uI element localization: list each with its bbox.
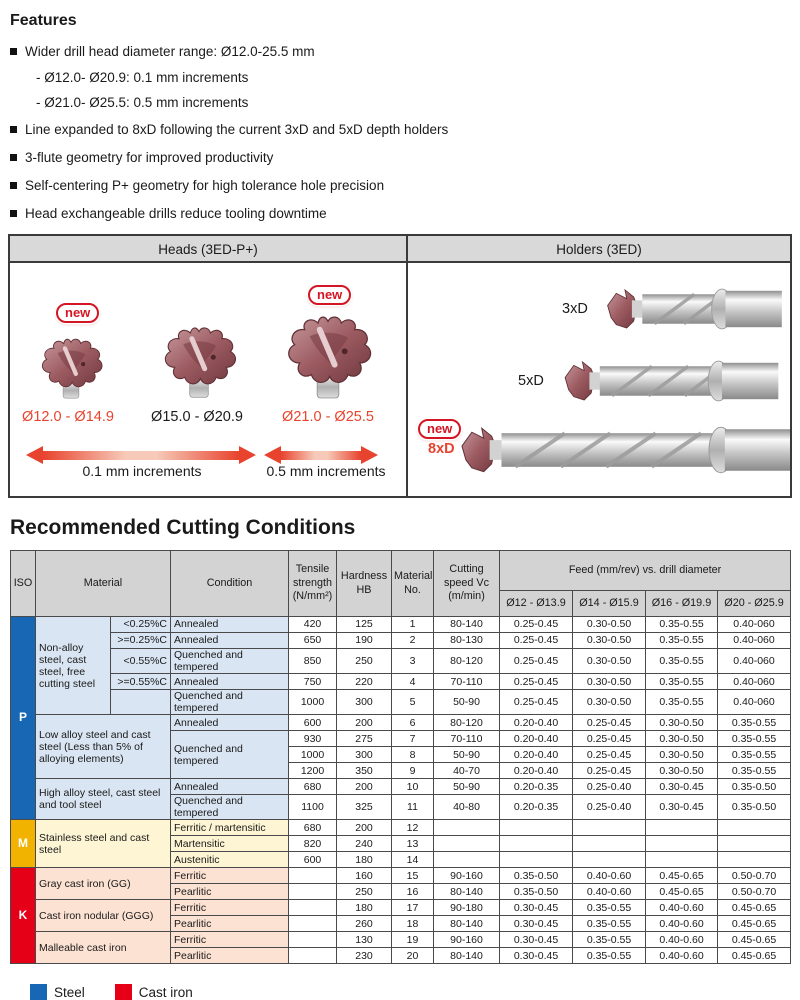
cell-num: 80-130 — [434, 633, 500, 649]
cell-num: 0.40-0.60 — [646, 900, 718, 916]
cell-num: 0.30-0.45 — [500, 948, 573, 964]
cell-num: 650 — [289, 633, 337, 649]
cell-num — [646, 820, 718, 836]
cell-num — [289, 868, 337, 884]
new-badge: new — [56, 303, 99, 323]
table-row — [11, 932, 791, 948]
cell-num: 0.50-0.70 — [718, 868, 791, 884]
cell-num: 0.30-0.45 — [500, 900, 573, 916]
cell-num: 1100 — [289, 795, 337, 820]
cell-num: 4 — [392, 674, 434, 690]
cell-num: 9 — [392, 763, 434, 779]
col-header-material: Material — [36, 551, 171, 617]
cell-mat: Low alloy steel and cast steel (Less than 5% of alloying elements) — [36, 715, 171, 779]
cell-num: 0.40-0.60 — [646, 932, 718, 948]
cell-num: 0.25-0.45 — [500, 649, 573, 674]
legend-label: Cast iron — [138, 985, 193, 1000]
cell-num: 820 — [289, 836, 337, 852]
increment-label: 0.5 mm increments — [266, 463, 386, 479]
cell-mat: Gray cast iron (GG) — [36, 868, 171, 900]
cell-cond: Pearlitic — [171, 916, 289, 932]
cell-iso: P — [11, 617, 36, 820]
cell-cond: Annealed — [171, 633, 289, 649]
cell-num: 0.25-0.45 — [500, 674, 573, 690]
cell-num: 0.25-0.40 — [573, 779, 646, 795]
cell-num — [500, 852, 573, 868]
cell-cond: Pearlitic — [171, 884, 289, 900]
cutting-table — [10, 550, 791, 964]
diameter-range-label: Ø21.0 - Ø25.5 — [282, 409, 374, 425]
table-row — [11, 690, 791, 715]
cell-num: 80-140 — [434, 617, 500, 633]
cell-num: 90-160 — [434, 932, 500, 948]
cell-num: 200 — [337, 820, 392, 836]
cell-mat: Stainless steel and cast steel — [36, 820, 171, 868]
holders-panel — [408, 236, 790, 496]
increment-range-arrow — [281, 451, 361, 460]
diameter-range-label: Ø15.0 - Ø20.9 — [151, 409, 243, 425]
cell-num: 0.35-0.55 — [718, 763, 791, 779]
cell-num — [500, 836, 573, 852]
cell-num: 0.35-0.55 — [573, 900, 646, 916]
cell-num: 80-120 — [434, 715, 500, 731]
col-header-condition: Condition — [171, 551, 289, 617]
cell-num: 0.35-0.55 — [646, 674, 718, 690]
cell-cond: Ferritic — [171, 868, 289, 884]
feature-item — [10, 122, 790, 138]
cell-cond: Quenched and tempered — [171, 690, 289, 715]
drill-head-small-image — [34, 335, 108, 403]
cell-num — [434, 836, 500, 852]
cell-num: 0.35-0.55 — [573, 932, 646, 948]
cell-num: 0.30-0.45 — [646, 779, 718, 795]
cell-num: 0.40-0.60 — [646, 916, 718, 932]
cell-num: 0.25-0.45 — [573, 763, 646, 779]
cell-num: 0.40-060 — [718, 633, 791, 649]
cell-num: 0.30-0.50 — [573, 617, 646, 633]
cell-num — [289, 900, 337, 916]
increment-label: 0.1 mm increments — [82, 463, 202, 479]
cell-num: 0.40-060 — [718, 649, 791, 674]
cell-num: 50-90 — [434, 690, 500, 715]
cell-num: 125 — [337, 617, 392, 633]
feature-text: 3-flute geometry for improved productivity — [25, 150, 274, 165]
col-header-cutting-speed: Cutting speed Vc (m/min) — [434, 551, 500, 617]
cell-num: 90-160 — [434, 868, 500, 884]
cell-num: 0.45-0.65 — [718, 948, 791, 964]
cell-num — [718, 836, 791, 852]
cast-iron-color-swatch — [115, 984, 132, 1000]
bullet-square-icon — [10, 48, 17, 55]
cell-num: 80-140 — [434, 916, 500, 932]
cell-cond: Annealed — [171, 715, 289, 731]
cell-num: 325 — [337, 795, 392, 820]
cell-num: 0.30-0.50 — [646, 763, 718, 779]
cell-num — [289, 932, 337, 948]
cell-num: 0.20-0.35 — [500, 779, 573, 795]
table-row — [11, 715, 791, 731]
feature-text: Self-centering P+ geometry for high tolerance hole precision — [25, 178, 385, 193]
cell-cond: Ferritic / martensitic — [171, 820, 289, 836]
cell-num: 2 — [392, 633, 434, 649]
steel-color-swatch — [30, 984, 47, 1000]
cell-num: 680 — [289, 820, 337, 836]
cell-num: 420 — [289, 617, 337, 633]
cell-num: 220 — [337, 674, 392, 690]
cell-num: 80-140 — [434, 884, 500, 900]
cell-num: 1200 — [289, 763, 337, 779]
cell-num: 17 — [392, 900, 434, 916]
col-header-hardness: Hardness HB — [337, 551, 392, 617]
cutting-conditions-title: Recommended Cutting Conditions — [10, 516, 356, 539]
cell-num: 50-90 — [434, 747, 500, 763]
cell-num: 190 — [337, 633, 392, 649]
cell-num: 0.30-0.50 — [646, 731, 718, 747]
cell-num: 18 — [392, 916, 434, 932]
cell-num: 200 — [337, 715, 392, 731]
feature-item — [10, 206, 790, 222]
cell-cond: Austenitic — [171, 852, 289, 868]
col-header-feed: Feed (mm/rev) vs. drill diameter — [500, 551, 791, 591]
cell-num: 0.35-0.55 — [646, 633, 718, 649]
cell-num: 0.20-0.40 — [500, 715, 573, 731]
cell-num: 230 — [337, 948, 392, 964]
table-row — [11, 868, 791, 884]
cell-cond: Annealed — [171, 674, 289, 690]
cell-num: 80-140 — [434, 948, 500, 964]
feature-item — [10, 150, 790, 166]
cell-num: 40-80 — [434, 795, 500, 820]
cell-num: 0.40-0.60 — [573, 884, 646, 900]
cell-num: 200 — [337, 779, 392, 795]
cell-cond: Pearlitic — [171, 948, 289, 964]
cell-num: 180 — [337, 900, 392, 916]
cell-num: 1000 — [289, 747, 337, 763]
cell-num: 0.40-060 — [718, 690, 791, 715]
features-section — [0, 0, 800, 222]
cell-num — [434, 820, 500, 836]
cell-num: 7 — [392, 731, 434, 747]
cell-sub: <0.25%C — [111, 617, 171, 633]
cell-num: 250 — [337, 649, 392, 674]
holders-panel-content — [408, 263, 790, 494]
holder-8xd-image — [458, 419, 790, 481]
features-list — [10, 44, 790, 222]
cell-num: 0.20-0.40 — [500, 731, 573, 747]
cell-num: 180 — [337, 852, 392, 868]
cell-mat: Malleable cast iron — [36, 932, 171, 964]
cell-num — [434, 852, 500, 868]
cell-num: 600 — [289, 715, 337, 731]
bullet-square-icon — [10, 182, 17, 189]
cell-num: 0.25-0.45 — [573, 715, 646, 731]
cell-num: 0.30-0.45 — [500, 932, 573, 948]
bullet-square-icon — [10, 210, 17, 217]
col-header-material-no: Material No. — [392, 551, 434, 617]
cell-sub — [111, 690, 171, 715]
table-row — [11, 617, 791, 633]
cell-num — [718, 820, 791, 836]
cell-num: 275 — [337, 731, 392, 747]
cell-num: 0.40-060 — [718, 617, 791, 633]
cell-num: 930 — [289, 731, 337, 747]
heads-panel-title: Heads (3ED-P+) — [10, 236, 406, 263]
material-legend — [30, 984, 800, 1000]
feature-subitem: - Ø21.0- Ø25.5: 0.5 mm increments — [36, 95, 249, 110]
bullet-square-icon — [10, 154, 17, 161]
cell-num: 680 — [289, 779, 337, 795]
feed-col-header: Ø20 - Ø25.9 — [718, 591, 791, 617]
cell-num: 0.35-0.55 — [718, 715, 791, 731]
cell-cond: Ferritic — [171, 900, 289, 916]
cell-num: 3 — [392, 649, 434, 674]
holder-5xd-image — [546, 355, 790, 407]
cell-num — [289, 916, 337, 932]
cell-num: 0.35-0.55 — [573, 916, 646, 932]
col-header-tensile: Tensile strength (N/mm²) — [289, 551, 337, 617]
cell-num: 0.25-0.45 — [573, 731, 646, 747]
diameter-range-label: Ø12.0 - Ø14.9 — [22, 409, 114, 425]
cell-num: 300 — [337, 747, 392, 763]
holder-depth-label: 5xD — [518, 373, 544, 389]
feature-item — [10, 178, 790, 194]
cell-sub: >=0.55%C — [111, 674, 171, 690]
cell-num: 0.20-0.35 — [500, 795, 573, 820]
increment-range-arrow — [43, 451, 239, 460]
drill-head-medium-image — [156, 323, 242, 403]
cell-iso: K — [11, 868, 36, 964]
cell-num: 0.35-0.50 — [718, 795, 791, 820]
cell-num: 10 — [392, 779, 434, 795]
cell-num: 1 — [392, 617, 434, 633]
cell-num: 0.30-0.45 — [646, 795, 718, 820]
cell-num: 0.40-0.60 — [646, 948, 718, 964]
cell-num: 16 — [392, 884, 434, 900]
cell-num: 850 — [289, 649, 337, 674]
feature-text: Wider drill head diameter range: Ø12.0-25.5 mm — [25, 44, 315, 59]
cell-num: 1000 — [289, 690, 337, 715]
bullet-square-icon — [10, 126, 17, 133]
cell-num: 0.40-060 — [718, 674, 791, 690]
cell-num: 13 — [392, 836, 434, 852]
cell-num — [718, 852, 791, 868]
cell-num: 240 — [337, 836, 392, 852]
cell-num: 0.35-0.55 — [573, 948, 646, 964]
cell-mat: Cast iron nodular (GGG) — [36, 900, 171, 932]
table-row — [11, 633, 791, 649]
cell-num: 15 — [392, 868, 434, 884]
legend-item-cast-iron — [115, 984, 193, 1000]
cell-num: 350 — [337, 763, 392, 779]
cell-num: 0.35-0.50 — [500, 868, 573, 884]
cell-num: 0.50-0.70 — [718, 884, 791, 900]
cell-num: 0.25-0.45 — [500, 633, 573, 649]
feature-subitem: - Ø12.0- Ø20.9: 0.1 mm increments — [36, 70, 249, 85]
heads-panel-content — [10, 263, 406, 494]
cell-num: 0.25-0.40 — [573, 795, 646, 820]
cell-num: 70-110 — [434, 731, 500, 747]
cell-num — [500, 820, 573, 836]
cell-num: 90-180 — [434, 900, 500, 916]
cell-num: 6 — [392, 715, 434, 731]
holder-depth-label: 8xD — [428, 441, 455, 457]
cell-num: 0.35-0.55 — [646, 690, 718, 715]
cell-num: 11 — [392, 795, 434, 820]
cell-num: 600 — [289, 852, 337, 868]
cell-num: 0.35-0.50 — [500, 884, 573, 900]
cell-num: 12 — [392, 820, 434, 836]
cell-num: 8 — [392, 747, 434, 763]
cell-num: 300 — [337, 690, 392, 715]
product-panels — [8, 234, 792, 498]
cell-num: 80-120 — [434, 649, 500, 674]
cell-sub: <0.55%C — [111, 649, 171, 674]
cell-num — [646, 852, 718, 868]
cell-num: 130 — [337, 932, 392, 948]
cell-mat: Non-alloy steel, cast steel, free cutting steel — [36, 617, 111, 715]
legend-item-steel — [30, 984, 85, 1000]
cell-num: 0.30-0.50 — [573, 674, 646, 690]
cell-num: 0.35-0.55 — [718, 731, 791, 747]
cell-num — [573, 852, 646, 868]
cell-num: 0.30-0.50 — [573, 690, 646, 715]
table-row — [11, 820, 791, 836]
cell-num: 0.30-0.45 — [500, 916, 573, 932]
table-row — [11, 900, 791, 916]
cell-cond: Martensitic — [171, 836, 289, 852]
cell-num — [573, 836, 646, 852]
new-badge: new — [418, 419, 461, 439]
table-row — [11, 674, 791, 690]
cell-num: 0.25-0.45 — [500, 617, 573, 633]
holder-depth-label: 3xD — [562, 301, 588, 317]
cell-num: 0.45-0.65 — [718, 900, 791, 916]
cell-cond: Quenched and tempered — [171, 731, 289, 779]
cell-num: 19 — [392, 932, 434, 948]
cell-num — [289, 948, 337, 964]
cell-num: 0.35-0.50 — [718, 779, 791, 795]
cell-cond: Quenched and tempered — [171, 649, 289, 674]
legend-label: Steel — [54, 985, 85, 1000]
table-row — [11, 649, 791, 674]
feature-text: Head exchangeable drills reduce tooling downtime — [25, 206, 327, 221]
cell-cond: Ferritic — [171, 932, 289, 948]
cell-num: 0.30-0.50 — [646, 715, 718, 731]
table-row — [11, 779, 791, 795]
cell-cond: Annealed — [171, 779, 289, 795]
cell-num: 14 — [392, 852, 434, 868]
feed-col-header: Ø14 - Ø15.9 — [573, 591, 646, 617]
cell-num — [289, 884, 337, 900]
cell-num: 70-110 — [434, 674, 500, 690]
cell-num: 750 — [289, 674, 337, 690]
holder-3xd-image — [592, 283, 790, 335]
cell-num: 160 — [337, 868, 392, 884]
cell-num: 0.20-0.40 — [500, 747, 573, 763]
cell-num: 0.25-0.45 — [500, 690, 573, 715]
holders-panel-title: Holders (3ED) — [408, 236, 790, 263]
heads-panel — [10, 236, 408, 496]
cell-mat: High alloy steel, cast steel and tool steel — [36, 779, 171, 820]
cell-num — [573, 820, 646, 836]
cell-cond: Quenched and tempered — [171, 795, 289, 820]
cell-num: 0.30-0.50 — [573, 649, 646, 674]
cell-num: 0.35-0.55 — [718, 747, 791, 763]
feature-text: Line expanded to 8xD following the current 3xD and 5xD depth holders — [25, 122, 449, 137]
feed-col-header: Ø12 - Ø13.9 — [500, 591, 573, 617]
new-badge: new — [308, 285, 351, 305]
cell-num: 0.30-0.50 — [573, 633, 646, 649]
cell-cond: Annealed — [171, 617, 289, 633]
cell-num: 0.45-0.65 — [646, 884, 718, 900]
cell-num: 40-70 — [434, 763, 500, 779]
features-title: Features — [10, 12, 77, 29]
cell-num: 20 — [392, 948, 434, 964]
drill-head-large-image — [278, 311, 378, 405]
cell-num: 260 — [337, 916, 392, 932]
feed-col-header: Ø16 - Ø19.9 — [646, 591, 718, 617]
cell-num: 50-90 — [434, 779, 500, 795]
feature-item — [10, 44, 790, 60]
cell-num: 0.35-0.55 — [646, 649, 718, 674]
cell-num: 0.45-0.65 — [718, 916, 791, 932]
cell-num: 0.45-0.65 — [718, 932, 791, 948]
cell-num: 0.40-0.60 — [573, 868, 646, 884]
col-header-iso: ISO — [11, 551, 36, 617]
cell-sub: >=0.25%C — [111, 633, 171, 649]
cell-iso: M — [11, 820, 36, 868]
cell-num: 0.20-0.40 — [500, 763, 573, 779]
cell-num: 0.35-0.55 — [646, 617, 718, 633]
cell-num — [646, 836, 718, 852]
cell-num: 0.45-0.65 — [646, 868, 718, 884]
cell-num: 5 — [392, 690, 434, 715]
cell-num: 0.30-0.50 — [646, 747, 718, 763]
cell-num: 250 — [337, 884, 392, 900]
cell-num: 0.25-0.45 — [573, 747, 646, 763]
